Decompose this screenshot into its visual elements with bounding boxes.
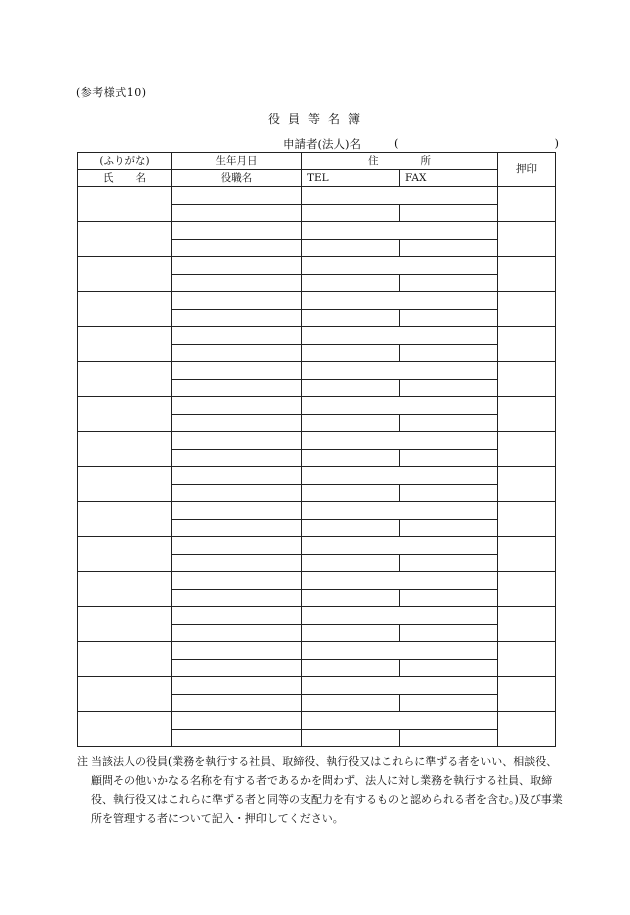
fax-cell[interactable] (400, 589, 498, 607)
name-cell[interactable] (78, 572, 172, 607)
name-cell[interactable] (78, 327, 172, 362)
birth-date-cell[interactable] (172, 397, 302, 415)
birth-date-cell[interactable] (172, 537, 302, 555)
footnote-text: 当該法人の役員(業務を執行する社員、取締役、執行役又はこれらに準ずる者をいい、相談役、顧問その他いかなる名称を有する者であるかを問わず、法人に対し業務を執行する社員、取締役、執行役又はこれらに準ずる者と同等の支配力を有するものと認められる者を含む。)及び事業所を管理する者について記入・押印してください。 (91, 755, 563, 825)
header-row-1 (78, 153, 556, 170)
tel-cell[interactable] (302, 624, 400, 642)
header-address-a: 住 (368, 154, 379, 167)
seal-cell[interactable] (498, 642, 556, 677)
header-fax: FAX (400, 170, 498, 187)
birth-date-cell[interactable] (172, 677, 302, 695)
address-cell[interactable] (302, 222, 498, 240)
officer-row-top (78, 537, 556, 555)
header-furigana: (ふりがな) (78, 153, 172, 170)
officer-row-top (78, 432, 556, 450)
fax-cell[interactable] (400, 344, 498, 362)
tel-cell[interactable] (302, 274, 400, 292)
position-cell[interactable] (172, 344, 302, 362)
officer-row-top (78, 397, 556, 415)
name-cell[interactable] (78, 362, 172, 397)
name-cell[interactable] (78, 677, 172, 712)
seal-cell[interactable] (498, 432, 556, 467)
address-cell[interactable] (302, 327, 498, 345)
document-title: 役員等名簿 (267, 112, 368, 126)
officer-row-top (78, 607, 556, 625)
position-cell[interactable] (172, 204, 302, 222)
officer-row-top (78, 362, 556, 380)
address-cell[interactable] (302, 607, 498, 625)
header-seal: 押印 (498, 153, 556, 187)
fax-cell[interactable] (400, 379, 498, 397)
position-cell[interactable] (172, 449, 302, 467)
birth-date-cell[interactable] (172, 187, 302, 205)
birth-date-cell[interactable] (172, 642, 302, 660)
footnote (77, 752, 563, 828)
header-name-a: 氏 (103, 171, 114, 184)
birth-date-cell[interactable] (172, 257, 302, 275)
seal-cell[interactable] (498, 467, 556, 502)
officer-row-top (78, 642, 556, 660)
name-cell[interactable] (78, 712, 172, 747)
birth-date-cell[interactable] (172, 327, 302, 345)
footnote-mark: 注 (77, 755, 88, 768)
address-cell[interactable] (302, 187, 498, 205)
address-cell[interactable] (302, 537, 498, 555)
header-row-2 (78, 170, 556, 187)
fax-cell[interactable] (400, 519, 498, 537)
birth-date-cell[interactable] (172, 292, 302, 310)
name-cell[interactable] (78, 292, 172, 327)
seal-cell[interactable] (498, 397, 556, 432)
fax-cell[interactable] (400, 554, 498, 572)
position-cell[interactable] (172, 624, 302, 642)
tel-cell[interactable] (302, 379, 400, 397)
birth-date-cell[interactable] (172, 362, 302, 380)
fax-cell[interactable] (400, 274, 498, 292)
address-cell[interactable] (302, 292, 498, 310)
position-cell[interactable] (172, 309, 302, 327)
position-cell[interactable] (172, 659, 302, 677)
seal-cell[interactable] (498, 222, 556, 257)
name-cell[interactable] (78, 222, 172, 257)
header-address (302, 153, 498, 170)
seal-cell[interactable] (498, 257, 556, 292)
position-cell[interactable] (172, 589, 302, 607)
birth-date-cell[interactable] (172, 607, 302, 625)
fax-cell[interactable] (400, 414, 498, 432)
position-cell[interactable] (172, 519, 302, 537)
header-tel: TEL (302, 170, 400, 187)
tel-cell[interactable] (302, 204, 400, 222)
seal-cell[interactable] (498, 607, 556, 642)
fax-cell[interactable] (400, 239, 498, 257)
tel-cell[interactable] (302, 309, 400, 327)
officer-row-top (78, 327, 556, 345)
position-cell[interactable] (172, 379, 302, 397)
name-cell[interactable] (78, 537, 172, 572)
tel-cell[interactable] (302, 729, 400, 747)
header-address-b: 所 (420, 154, 431, 167)
officer-row-top (78, 572, 556, 590)
position-cell[interactable] (172, 274, 302, 292)
birth-date-cell[interactable] (172, 432, 302, 450)
fax-cell[interactable] (400, 449, 498, 467)
name-cell[interactable] (78, 432, 172, 467)
header-birth-date: 生年月日 (172, 153, 302, 170)
header-name-b: 名 (135, 171, 146, 184)
position-cell[interactable] (172, 484, 302, 502)
tel-cell[interactable] (302, 344, 400, 362)
header-position: 役職名 (172, 170, 302, 187)
officer-row-top (78, 712, 556, 730)
officer-row-top (78, 467, 556, 485)
applicant-paren-close: ) (554, 136, 559, 150)
name-cell[interactable] (78, 397, 172, 432)
tel-cell[interactable] (302, 414, 400, 432)
address-cell[interactable] (302, 467, 498, 485)
seal-cell[interactable] (498, 292, 556, 327)
fax-cell[interactable] (400, 309, 498, 327)
address-cell[interactable] (302, 397, 498, 415)
officer-row-top (78, 257, 556, 275)
position-cell[interactable] (172, 239, 302, 257)
officer-row-top (78, 222, 556, 240)
applicant-label: 申請者(法人)名 (283, 137, 361, 151)
address-cell[interactable] (302, 642, 498, 660)
position-cell[interactable] (172, 554, 302, 572)
address-cell[interactable] (302, 502, 498, 520)
officer-row-top (78, 502, 556, 520)
address-cell[interactable] (302, 712, 498, 730)
header-name (78, 170, 172, 187)
position-cell[interactable] (172, 694, 302, 712)
birth-date-cell[interactable] (172, 572, 302, 590)
address-cell[interactable] (302, 257, 498, 275)
birth-date-cell[interactable] (172, 222, 302, 240)
address-cell[interactable] (302, 572, 498, 590)
fax-cell[interactable] (400, 694, 498, 712)
seal-cell[interactable] (498, 362, 556, 397)
tel-cell[interactable] (302, 519, 400, 537)
tel-cell[interactable] (302, 239, 400, 257)
address-cell[interactable] (302, 432, 498, 450)
officer-row-top (78, 292, 556, 310)
fax-cell[interactable] (400, 204, 498, 222)
name-cell[interactable] (78, 467, 172, 502)
birth-date-cell[interactable] (172, 467, 302, 485)
seal-cell[interactable] (498, 187, 556, 222)
tel-cell[interactable] (302, 449, 400, 467)
address-cell[interactable] (302, 362, 498, 380)
address-cell[interactable] (302, 677, 498, 695)
name-cell[interactable] (78, 187, 172, 222)
seal-cell[interactable] (498, 327, 556, 362)
name-cell[interactable] (78, 257, 172, 292)
applicant-name-line (283, 136, 559, 152)
name-cell[interactable] (78, 642, 172, 677)
tel-cell[interactable] (302, 694, 400, 712)
name-cell[interactable] (78, 502, 172, 537)
seal-cell[interactable] (498, 502, 556, 537)
officer-row-top (78, 187, 556, 205)
fax-cell[interactable] (400, 659, 498, 677)
tel-cell[interactable] (302, 554, 400, 572)
seal-cell[interactable] (498, 677, 556, 712)
position-cell[interactable] (172, 414, 302, 432)
officer-roster-table (77, 152, 556, 747)
fax-cell[interactable] (400, 729, 498, 747)
fax-cell[interactable] (400, 484, 498, 502)
birth-date-cell[interactable] (172, 712, 302, 730)
applicant-paren-open: ( (394, 136, 399, 150)
seal-cell[interactable] (498, 572, 556, 607)
name-cell[interactable] (78, 607, 172, 642)
fax-cell[interactable] (400, 624, 498, 642)
birth-date-cell[interactable] (172, 502, 302, 520)
officer-row-top (78, 677, 556, 695)
tel-cell[interactable] (302, 589, 400, 607)
seal-cell[interactable] (498, 712, 556, 747)
seal-cell[interactable] (498, 537, 556, 572)
form-reference-number: (参考様式10) (76, 86, 147, 99)
position-cell[interactable] (172, 729, 302, 747)
tel-cell[interactable] (302, 659, 400, 677)
tel-cell[interactable] (302, 484, 400, 502)
